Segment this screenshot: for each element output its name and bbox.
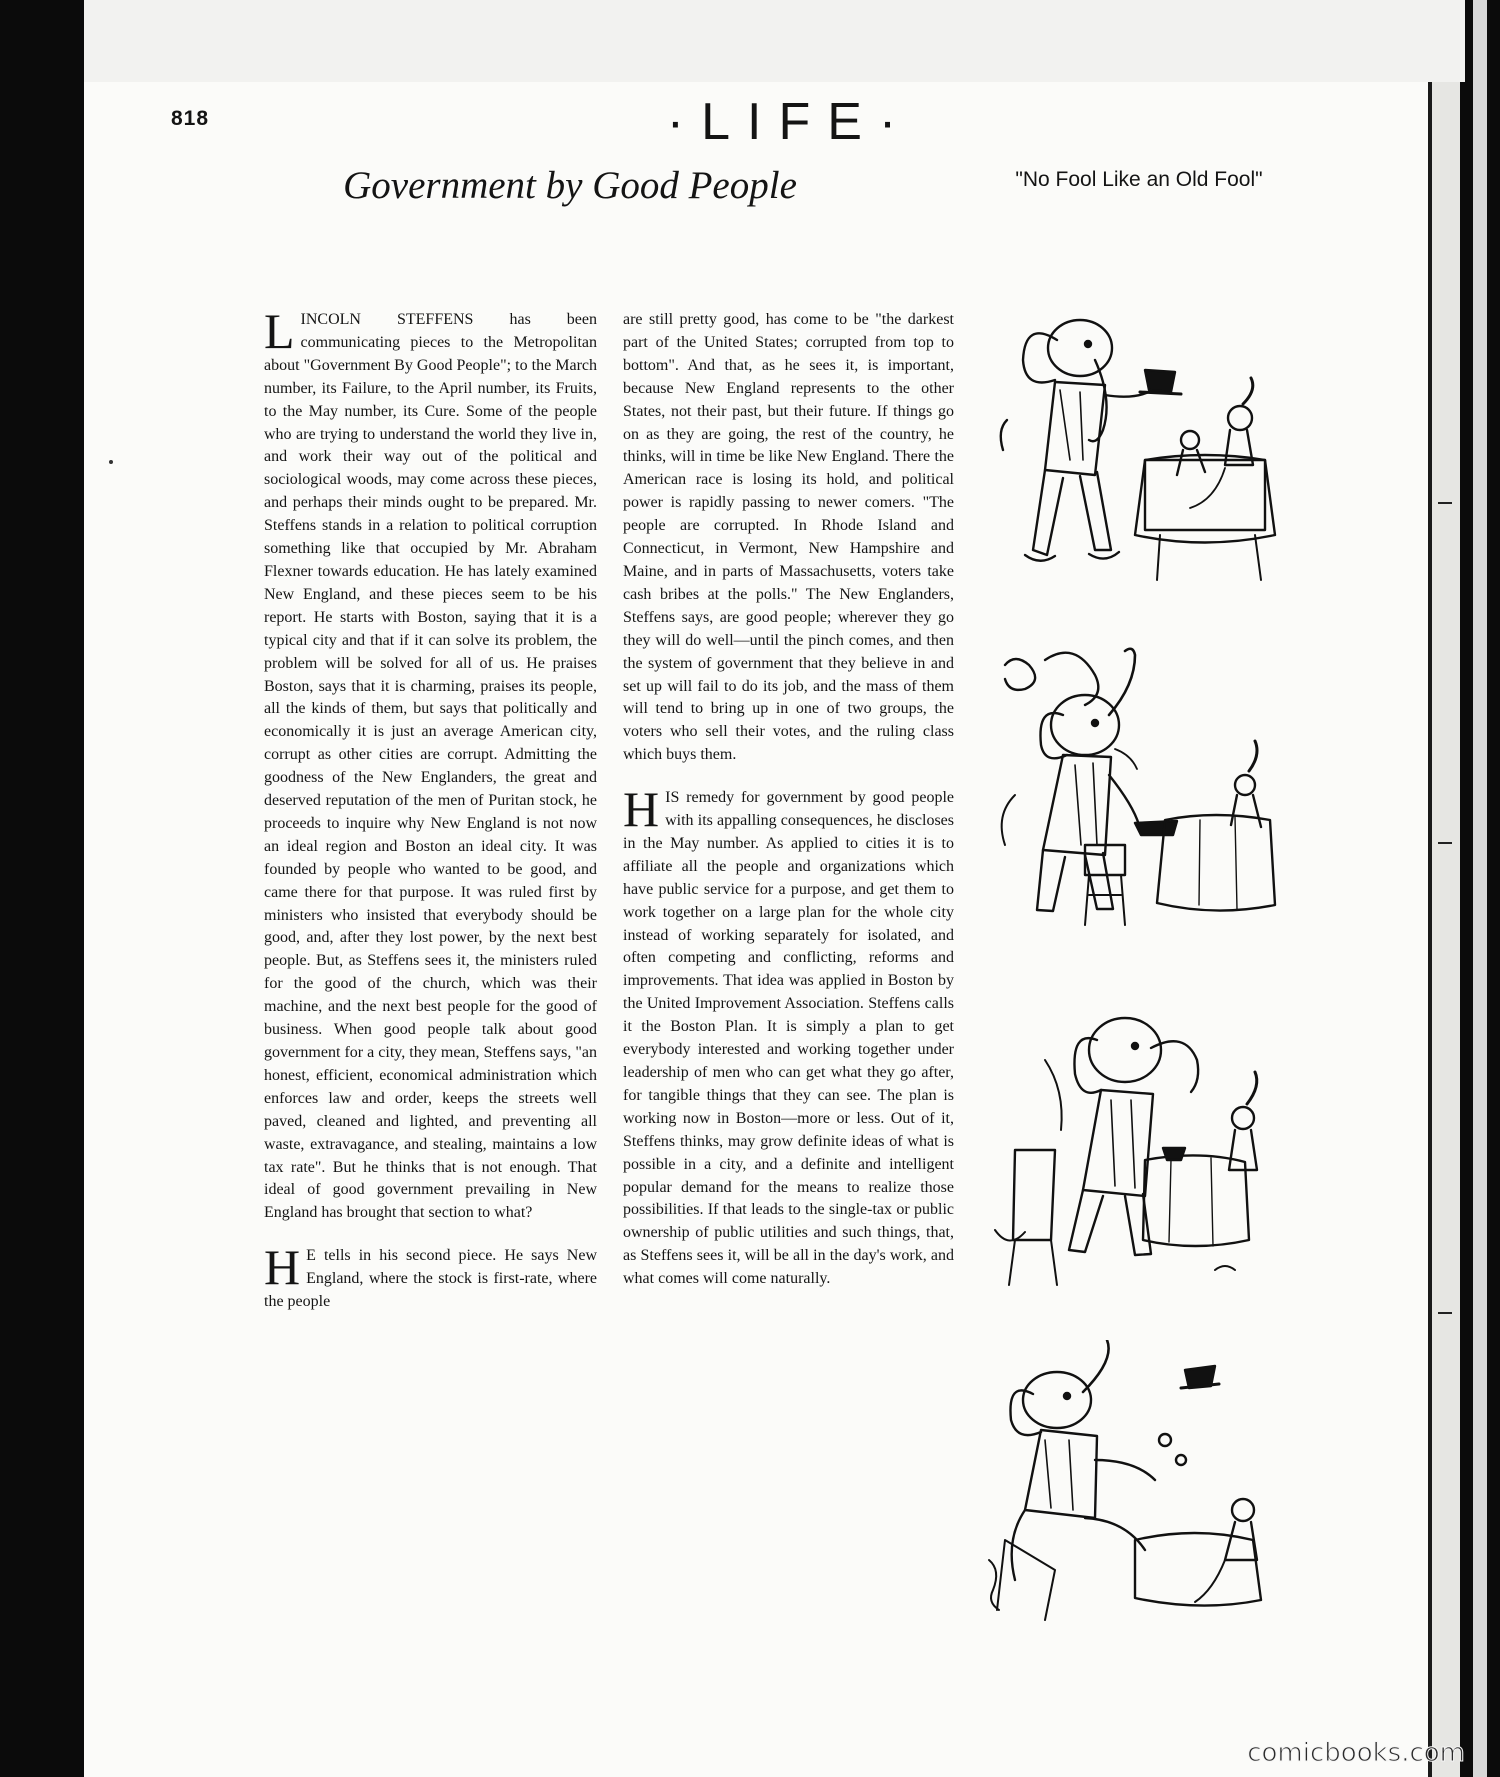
cartoon-panel-4	[985, 1340, 1285, 1630]
scan-top-margin	[0, 0, 1500, 82]
page-binding-edge	[1428, 82, 1460, 1777]
paragraph	[623, 781, 954, 1291]
elephant-falling-illustration	[985, 1340, 1285, 1630]
drop-cap: H	[623, 781, 660, 838]
article-title: Government by Good People	[343, 164, 797, 207]
paragraph	[623, 309, 954, 767]
cartoon-panel-2	[985, 645, 1285, 945]
drop-cap: H	[264, 1239, 301, 1296]
article-column-1	[264, 303, 597, 1314]
article-column-2	[623, 309, 954, 1291]
drop-cap: L	[264, 303, 295, 359]
paragraph-text: are still pretty good, has come to be "the darkest part of the United States; corrupted from top to bottom". And that, as he sees it, is important, because New England represents to the other States, not their past, but their future. If things go on as they are going, the rest of the country, he thinks, will in time be like New England. There the American race is losing its hold, and political power is rapidly passing to newer comers. "The people are corrupted. In Rhode Island and Connecticut, in Vermont, New Hampshire and Maine, and in parts of Massachusetts, voters take cash bribes at the polls." The New Englanders, Steffens says, are good people; wherever they go they will do well—until the pinch comes, and then the system of government that they believe in and set up will fail to do its job, and the mass of them will tend to bring up in one of two groups, the voters who sell their votes, and the ruling class which buys them.	[623, 311, 954, 764]
scan-left-border	[0, 0, 84, 1777]
paragraph-text: IS remedy for government by good people with its appalling consequences, he discloses in the May number. As applied to cities it is to affiliate all the people and organizations which have public service for a purpose, and get them to work together on a large plan for the whole city instead of working separately for isolated, and often competing and conflicting, reforms and improvements. That idea was applied in Boston by the United Improvement Association. Steffens calls it the Boston Plan. It is simply a plan to get everybody interested and working together under leadership of men who can get what they go after, for tangible things that they can see. The plan is working now in Boston—more or less. Out of it, Steffens thinks, may grow definite ideas of what is possible in a city, and a definite and intelligent popular demand for the means to realize those possibilities. If that leads to the single-tax or public ownership of public utilities and such things, that, as Steffens sees it, will be all in the day's work, and what comes will come naturally.	[623, 789, 954, 1288]
page-number: 818	[171, 107, 210, 130]
watermark: comicbooks.com	[1247, 1738, 1465, 1768]
elephant-bowing-illustration	[985, 300, 1285, 600]
masthead-life: ·LIFE·	[666, 93, 914, 151]
paragraph	[264, 1239, 597, 1314]
cartoon-title: "No Fool Like an Old Fool"	[1015, 168, 1263, 191]
paragraph	[264, 303, 597, 1225]
elephant-at-table-illustration	[985, 1000, 1285, 1290]
scan-right-border	[1465, 0, 1500, 1777]
cartoon-panel-1	[985, 300, 1285, 600]
paragraph-text: INCOLN STEFFENS has been communicating pieces to the Metropolitan about "Government By Good People"; to the March number, its Failure, to the April number, its Fruits, to the May number, its Cure. Some of the people who are trying to understand the world they live in, and work their way out of the political and sociological woods, may come across these pieces, and perhaps their minds ought to be prepared. Mr. Steffens stands in a relation to political corruption something like that occupied by Mr. Abraham Flexner towards education. He has lately examined New England, and these pieces seem to be his report. He starts with Boston, saying that it is a typical city and that if it can solve its problem, the problem will be solved for all of us. He praises Boston, says that it is charming, praises its people, all the kinds of them, but says that politically and economically it is just an average American city, corrupt as other cities are corrupt. Admitting the goodness of the New Englanders, the great and deserved reputation of the men of Puritan stock, he proceeds to inquire why New England is not now an ideal region and Boston an ideal city. It was founded by people who wanted to be good, and came there for that purpose. It was ruled first by ministers who insisted that everybody should be good, and, after they lost power, by the next best people. But, as Steffens sees it, the ministers ruled for the good of the church, which was their machine, and the next best people for the good of business. When good people talk about good government for a city, they mean, Steffens says, "an honest, efficient, economical administration which enforces law and order, keeps the streets well paved, cleaned and lighted, and preventing all waste, extravagance, and stealing, maintains a low tax rate". But he thinks that is not enough. That ideal of good government prevailing in New England has brought that section to what?	[264, 311, 597, 1222]
elephant-offering-hat-illustration	[985, 645, 1285, 945]
scan-speck	[109, 460, 113, 464]
paragraph-text: E tells in his second piece. He says New England, where the stock is first-rate, where the people	[264, 1247, 597, 1311]
cartoon-panel-3	[985, 1000, 1285, 1290]
